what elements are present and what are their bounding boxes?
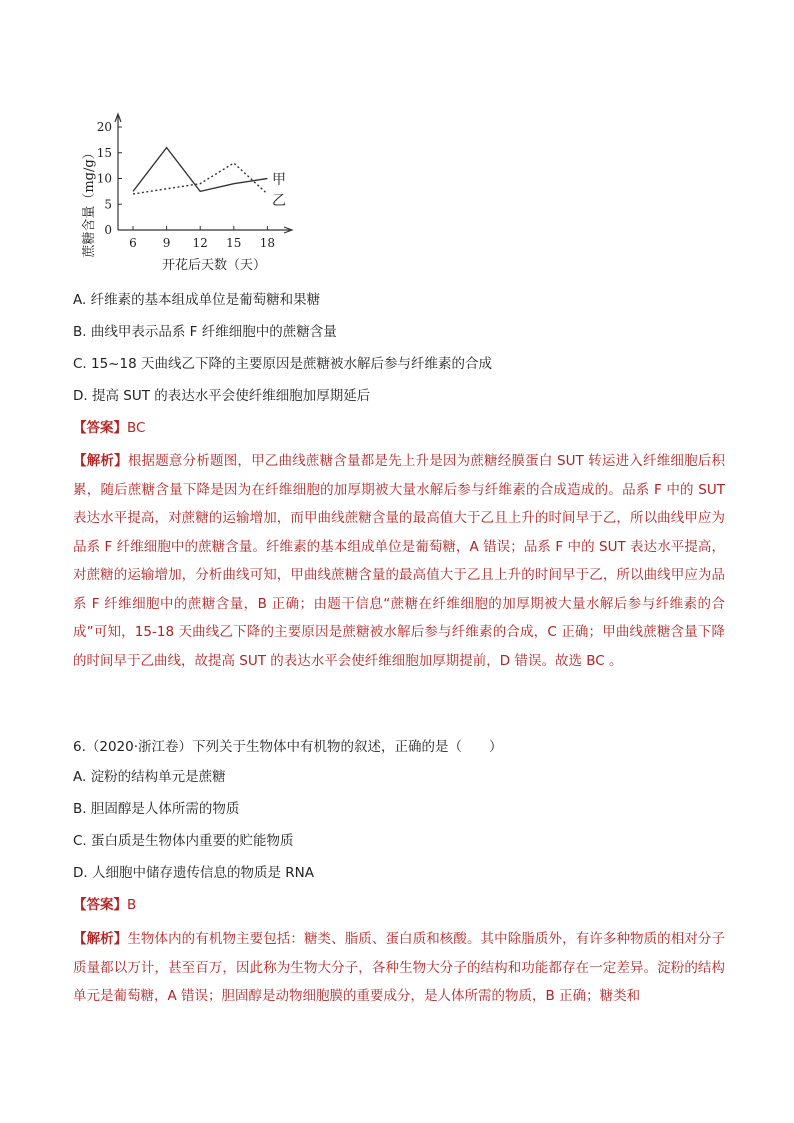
q5-analysis — [73, 447, 725, 675]
q5-answer — [73, 418, 145, 438]
q5-option-a: A. 纤维素的基本组成单位是葡萄糖和果糖 — [73, 292, 321, 308]
y-tick-label: 0 — [104, 223, 112, 237]
x-tick-label: 6 — [129, 236, 137, 250]
answer-value: B — [127, 897, 137, 913]
q6-analysis — [73, 925, 725, 1011]
answer-tag: 【答案】 — [73, 420, 127, 436]
q5-option-b: B. 曲线甲表示品系 F 纤维细胞中的蔗糖含量 — [73, 324, 337, 340]
chart-series — [133, 148, 267, 194]
series-line-yi — [133, 163, 267, 194]
q6-option-d: D. 人细胞中储存遗传信息的物质是 RNA — [73, 865, 314, 881]
x-tick-label: 15 — [226, 236, 242, 250]
q6-answer — [73, 895, 136, 915]
y-axis-label: 蔗糖含量（mg/g） — [82, 146, 97, 258]
sucrose-content-chart — [72, 104, 302, 276]
q6-stem: 6.（2020·浙江卷）下列关于生物体中有机物的叙述，正确的是（ ） — [73, 739, 503, 755]
chart-axes — [115, 114, 292, 233]
x-tick-label: 9 — [162, 236, 171, 250]
series-line-jia — [133, 148, 267, 192]
analysis-text: 根据题意分析题图，甲乙曲线蔗糖含量都是先上升是因为蔗糖经膜蛋白 SUT 转运进入纤维细胞后积累，随后蔗糖含量下降是因为在纤维细胞的加厚期被大量水解后参与纤维素的合成造成的。品系 F 中的 SUT 表达水平提高，对蔗糖的运输增加，而甲曲线蔗糖含量的最高值大于乙且上升的时间早于乙，所以曲线甲应为品系 F 纤维细胞中的蔗糖含量。纤维素的基本组成单位是葡萄糖，A 错误；品系 F 中的 SUT 表达水平提高，对蔗糖的运输增加，分析曲线可知，甲曲线蔗糖含量的最高值大于乙且上升的时间早于乙，所以曲线甲应为品系 F 纤维细胞中的蔗糖含量，B 正确；由题干信息“蔗糖在纤维细胞的加厚期被大量水解后参与纤维素的合成”可知，15-18 天曲线乙下降的主要原因是蔗糖被水解后参与纤维素的合成，C 正确；甲曲线蔗糖含量下降的时间早于乙曲线，故提高 SUT 的表达水平会使纤维细胞加厚期提前，D 错误。故选 BC 。 — [73, 453, 726, 669]
y-tick-label: 10 — [96, 171, 112, 186]
q6-option-a: A. 淀粉的结构单元是蔗糖 — [73, 769, 226, 785]
series-label-yi: 乙 — [272, 193, 286, 209]
q5-option-c: C. 15~18 天曲线乙下降的主要原因是蔗糖被水解后参与纤维素的合成 — [73, 356, 492, 372]
analysis-text: 生物体内的有机物主要包括：糖类、脂质、蛋白质和核酸。其中除脂质外，有许多种物质的相对分子质量都以万计，甚至百万，因此称为生物大分子，各种生物大分子的结构和功能都存在一定差异。淀粉的结构单元是葡萄糖，A 错误；胆固醇是动物细胞膜的重要成分，是人体所需的物质，B 正确；糖类和 — [73, 931, 726, 1004]
analysis-tag: 【解析】 — [73, 931, 128, 947]
q6-option-c: C. 蛋白质是生物体内重要的贮能物质 — [73, 833, 294, 849]
x-tick-label: 18 — [259, 236, 276, 250]
q5-option-d: D. 提高 SUT 的表达水平会使纤维细胞加厚期延后 — [73, 388, 371, 404]
y-tick-label: 5 — [104, 197, 112, 212]
x-axis-label: 开花后天数（天） — [161, 258, 267, 273]
x-tick-label: 12 — [192, 236, 208, 250]
q6-option-b: B. 胆固醇是人体所需的物质 — [73, 801, 240, 817]
series-label-jia: 甲 — [272, 172, 286, 188]
y-tick-label: 20 — [96, 120, 112, 134]
analysis-tag: 【解析】 — [73, 453, 128, 469]
y-tick-label: 15 — [96, 145, 112, 160]
answer-value: BC — [127, 420, 146, 436]
answer-tag: 【答案】 — [73, 897, 127, 913]
